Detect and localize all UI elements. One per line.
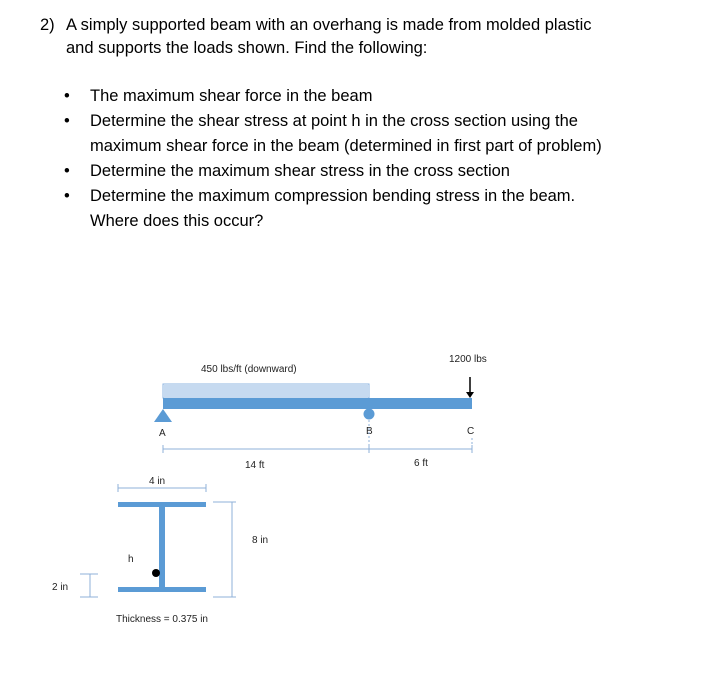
support-b-label: B [366,426,373,437]
task-item-4: • Determine the maximum compression bending stress in the beam. Where does this occur? [40,184,700,234]
beam [163,398,472,409]
pin-support-icon [154,409,172,422]
point-h-label: h [128,554,134,565]
task-item-1: • The maximum shear force in the beam [40,84,700,109]
distributed-load [163,384,369,398]
intro-line-2: and supports the loads shown. Find the following: [66,39,428,57]
point-h-offset-label: 2 in [52,582,69,593]
task-item-2: • Determine the shear stress at point h in the cross section using the maximum shear force in the beam (determined in first part of problem) [40,109,700,159]
span-ab-label: 14 ft [245,460,265,471]
end-c-label: C [467,426,475,437]
support-a-label: A [159,428,166,439]
bullet-icon: • [64,187,70,205]
bullet-icon: • [64,112,70,130]
thickness-label: Thickness = 0.375 in [116,614,208,625]
point-load-arrow-icon [466,377,474,398]
span-dimension-line [163,420,475,453]
bullet-icon: • [64,87,70,105]
depth-dimension [213,502,236,597]
span-bc-label: 6 ft [414,458,428,469]
roller-support-icon [364,409,375,420]
point-h-marker [152,569,160,577]
problem-number: 2) [40,16,55,34]
depth-label: 8 in [252,535,269,546]
point-h-offset-dimension [80,574,98,597]
bullet-icon: • [64,162,70,180]
task-item-3: • Determine the maximum shear stress in the cross section [40,159,700,184]
distributed-load-label: 450 lbs/ft (downward) [201,364,297,375]
point-load-label: 1200 lbs [449,354,487,365]
i-beam-cross-section [118,502,206,592]
intro-line-1: A simply supported beam with an overhang is made from molded plastic [66,16,592,34]
flange-width-label: 4 in [149,476,166,487]
